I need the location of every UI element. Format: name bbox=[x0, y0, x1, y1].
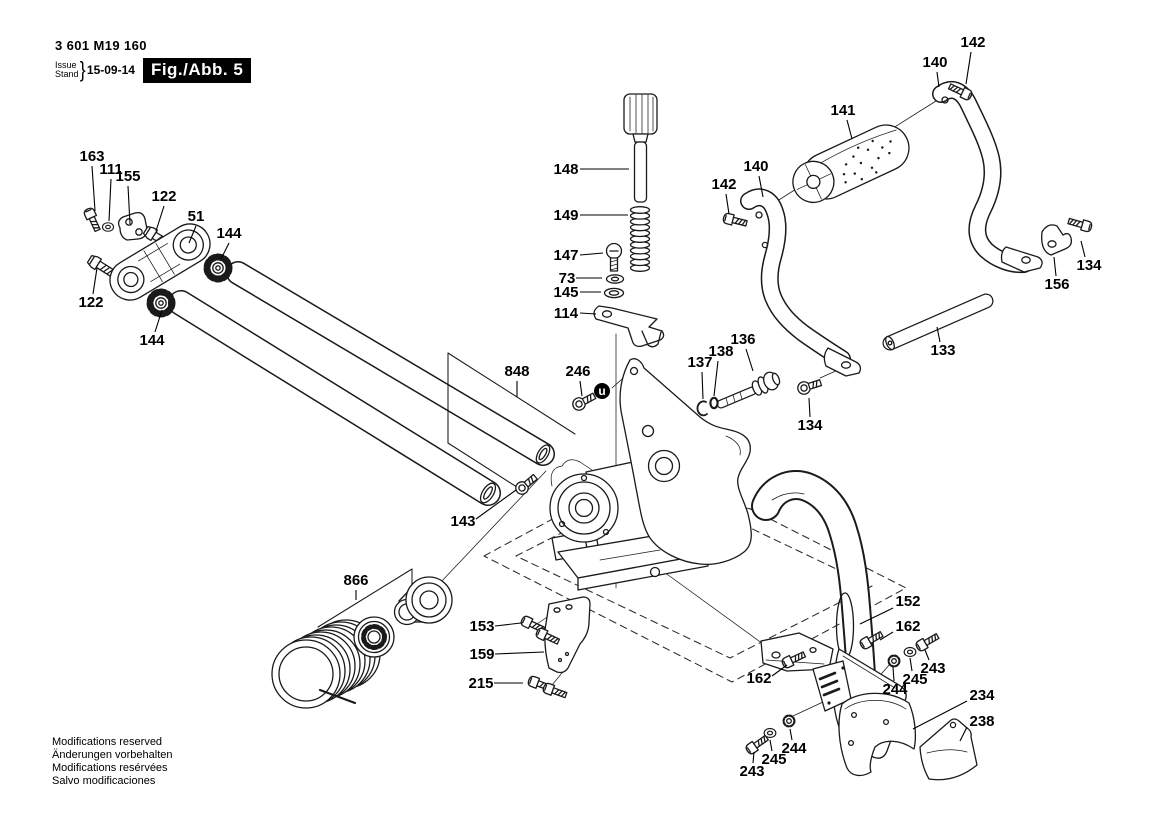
cone-bushing-866 bbox=[395, 577, 453, 625]
plug-screw-143 bbox=[513, 472, 539, 497]
part-label-245: 245 bbox=[902, 671, 928, 688]
leader-line-122 bbox=[93, 268, 97, 294]
part-label-147: 147 bbox=[553, 247, 579, 264]
part-label-866: 866 bbox=[343, 572, 369, 589]
washer-73 bbox=[607, 275, 624, 283]
part-label-122: 122 bbox=[78, 294, 104, 311]
handle-arm-140-left bbox=[749, 197, 860, 376]
leader-line-141 bbox=[847, 120, 852, 139]
leader-line-243 bbox=[925, 650, 929, 660]
guard-wedge-238 bbox=[920, 719, 977, 780]
leader-line-246 bbox=[580, 381, 582, 396]
screw-246 bbox=[571, 390, 598, 412]
part-label-137: 137 bbox=[687, 354, 713, 371]
washer-245-bottom bbox=[764, 729, 776, 738]
marker-badge-text: u bbox=[598, 384, 606, 398]
screw-147 bbox=[607, 244, 622, 272]
part-label-153: 153 bbox=[469, 618, 495, 635]
leader-line-142 bbox=[726, 194, 729, 214]
stand-label: Stand bbox=[55, 69, 79, 79]
part-label-163: 163 bbox=[79, 148, 105, 165]
part-label-142: 142 bbox=[711, 176, 737, 193]
leader-line-244 bbox=[790, 729, 792, 740]
snap-ring-137 bbox=[697, 401, 707, 415]
bearing-866 bbox=[354, 617, 394, 657]
part-label-152: 152 bbox=[895, 593, 921, 610]
washer-111 bbox=[102, 223, 113, 232]
leader-line-134 bbox=[809, 398, 810, 417]
leader-line-134 bbox=[1081, 241, 1085, 257]
part-label-144: 144 bbox=[139, 332, 165, 349]
part-label-162: 162 bbox=[895, 618, 921, 635]
screw-134-top bbox=[1067, 216, 1092, 232]
part-label-156: 156 bbox=[1044, 276, 1070, 293]
nut-244-bottom bbox=[784, 716, 795, 727]
leader-line-122 bbox=[156, 206, 164, 231]
part-label-51: 51 bbox=[187, 208, 205, 225]
part-label-layer bbox=[78, 34, 1102, 780]
brace-glyph: } bbox=[79, 57, 86, 82]
part-label-243: 243 bbox=[920, 660, 946, 677]
washer-245-right bbox=[904, 648, 916, 657]
part-label-145: 145 bbox=[553, 284, 579, 301]
part-label-114: 114 bbox=[553, 305, 579, 322]
part-label-238: 238 bbox=[969, 713, 995, 730]
star-knob-144-lower bbox=[150, 292, 172, 314]
part-label-122: 122 bbox=[151, 188, 177, 205]
o-ring-138 bbox=[710, 398, 717, 408]
leader-line-245 bbox=[770, 740, 772, 751]
part-label-246: 246 bbox=[565, 363, 591, 380]
part-label-243: 243 bbox=[739, 763, 765, 780]
part-label-848: 848 bbox=[504, 363, 530, 380]
leader-line-138 bbox=[714, 361, 718, 396]
nut-244-right bbox=[889, 656, 900, 667]
leader-line-136 bbox=[746, 349, 753, 371]
part-label-141: 141 bbox=[830, 102, 856, 119]
part-label-133: 133 bbox=[930, 342, 956, 359]
part-label-136: 136 bbox=[730, 331, 756, 348]
handle-grip-141 bbox=[785, 117, 916, 211]
latch-plate-114 bbox=[594, 306, 664, 347]
part-number: 3 601 M19 160 bbox=[55, 38, 147, 53]
stop-bracket-159 bbox=[545, 597, 590, 673]
screw-215-b bbox=[542, 682, 568, 700]
star-knob-144-upper bbox=[207, 257, 229, 279]
figure-label: Fig./Abb. 5 bbox=[143, 58, 251, 83]
footer-line-de: Änderungen vorbehalten bbox=[52, 749, 173, 761]
part-label-111: 111 bbox=[99, 161, 123, 178]
part-label-155: 155 bbox=[115, 168, 141, 185]
part-label-140: 140 bbox=[922, 54, 948, 71]
part-label-245: 245 bbox=[761, 751, 787, 768]
part-label-144: 144 bbox=[216, 225, 242, 242]
leader-line-137 bbox=[702, 372, 703, 399]
part-label-159: 159 bbox=[469, 646, 495, 663]
screw-134-mid bbox=[796, 377, 822, 396]
part-label-140: 140 bbox=[743, 158, 769, 175]
part-label-142: 142 bbox=[960, 34, 986, 51]
part-label-143: 143 bbox=[450, 513, 476, 530]
lock-knob-148 bbox=[624, 94, 657, 202]
leader-line-244 bbox=[893, 667, 894, 681]
screw-142-left bbox=[722, 213, 747, 229]
part-label-162: 162 bbox=[746, 670, 772, 687]
part-label-134: 134 bbox=[797, 417, 823, 434]
handle-arm-140-right bbox=[941, 90, 1042, 272]
clamp-156 bbox=[1042, 225, 1072, 255]
leader-line-156 bbox=[1054, 257, 1056, 276]
leader-line-163 bbox=[92, 166, 95, 211]
footer-line-en: Modifications reserved bbox=[52, 736, 163, 748]
ring-145 bbox=[605, 288, 624, 297]
part-label-73: 73 bbox=[558, 270, 576, 287]
guard-shell-234 bbox=[839, 693, 915, 775]
part-label-138: 138 bbox=[708, 343, 734, 360]
footer-line-es: Salvo modificaciones bbox=[52, 775, 156, 787]
leader-line-142 bbox=[966, 52, 971, 84]
leader-line-140 bbox=[937, 72, 939, 87]
pivot-bolt-136 bbox=[721, 370, 781, 405]
clamp-155 bbox=[119, 213, 147, 240]
footer-line-fr: Modifications resérvées bbox=[52, 762, 168, 774]
leader-line-153 bbox=[495, 623, 521, 626]
part-label-244: 244 bbox=[781, 740, 807, 757]
part-label-215: 215 bbox=[468, 675, 494, 692]
part-label-244: 244 bbox=[882, 681, 908, 698]
part-label-148: 148 bbox=[553, 161, 579, 178]
issue-date: 15-09-14 bbox=[86, 63, 135, 77]
leader-line-159 bbox=[495, 652, 544, 654]
issue-label: Issue bbox=[55, 60, 77, 70]
leader-line-147 bbox=[580, 253, 603, 255]
leader-line-111 bbox=[109, 179, 111, 221]
screw-163 bbox=[83, 207, 102, 233]
part-label-134: 134 bbox=[1076, 257, 1102, 274]
part-label-149: 149 bbox=[553, 207, 579, 224]
leader-line-245 bbox=[910, 658, 912, 671]
part-label-234: 234 bbox=[969, 687, 995, 704]
spring-149 bbox=[631, 207, 650, 272]
